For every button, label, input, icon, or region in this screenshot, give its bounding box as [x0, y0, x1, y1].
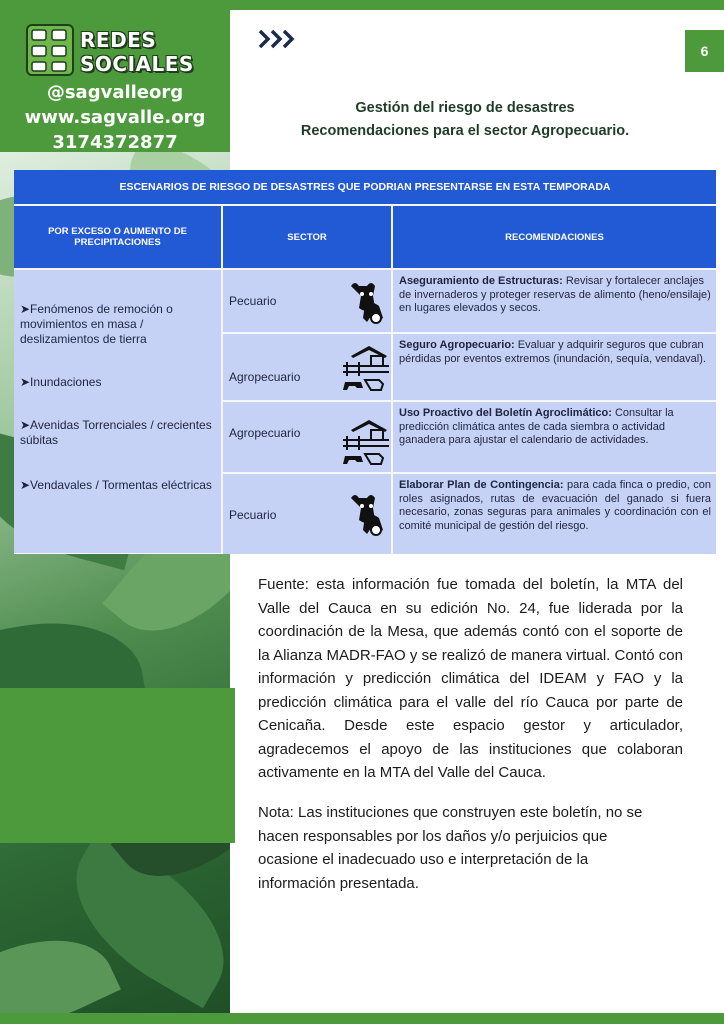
sector-label: Agropecuario [229, 426, 301, 440]
livestock-icon [347, 490, 387, 538]
recommendation-text [399, 339, 711, 366]
recommendation-body: para cada finca o predio, con roles asignados, rutas de evacuación del ganado si fuera necesario, zonas seguras para animales y coordinación con el comité municipal de gestión del riesgo. [399, 479, 711, 532]
recommendation-body: Revisar y fortalecer anclajes de invernaderos y proteger reservas de alimento (heno/ensilaje) en lugares elevados y secos. [399, 275, 711, 314]
recommendation-text [399, 407, 711, 448]
sector-label: Agropecuario [229, 370, 301, 384]
page-number: 6 [685, 30, 724, 72]
heading-line1: Gestión del riesgo de desastres [355, 100, 575, 116]
social-title-line2: SOCIALES [80, 52, 194, 76]
hazard-item: ➤Vendavales / Tormentas eléctricas [20, 478, 212, 492]
recommendation-title: Elaborar Plan de Contingencia: [399, 479, 564, 491]
social-phone: 3174372877 [52, 132, 178, 153]
chevrons-icon [258, 28, 298, 50]
note-paragraph: Nota: Las instituciones que construyen este boletín, no se hacen responsables por los daños y/o perjuicios que ocasione el inadecuado uso e interpretación de la información presentada. [258, 804, 643, 892]
social-website[interactable]: www.sagvalle.org [24, 107, 206, 128]
header-sector: SECTOR [223, 206, 391, 268]
sector-cell [223, 334, 391, 400]
recommendation-body: Consultar la predicción climática antes de cada siembra o actividad ganadera para ajustar el calendario de actividades. [399, 407, 674, 446]
recommendation-title: Seguro Agropecuario: [399, 339, 515, 351]
sector-label: Pecuario [229, 294, 277, 308]
recommendation-text [399, 275, 711, 316]
recommendation-text [399, 479, 711, 533]
risk-table [14, 170, 716, 554]
hazard-item: ➤Avenidas Torrenciales / crecientes súbitas [20, 418, 212, 447]
hazard-item: ➤Inundaciones [20, 375, 102, 389]
recommendation-cell [393, 334, 716, 400]
social-handle[interactable]: @sagvalleorg [46, 82, 184, 103]
sector-cell [223, 402, 391, 472]
farm-icon [341, 416, 391, 468]
recommendation-body: Evaluar y adquirir seguros que cubran pérdidas por eventos extremos (inundación, sequía, vendaval). [399, 339, 706, 365]
livestock-icon [347, 278, 387, 326]
hazard-item: ➤Fenómenos de remoción o movimientos en masa / deslizamientos de tierra [20, 302, 173, 346]
heading-line2: Recomendaciones para el sector Agropecuario. [300, 123, 630, 139]
top-green-strip [0, 0, 724, 10]
sector-label: Pecuario [229, 508, 277, 522]
header-recommendations: RECOMENDACIONES [393, 206, 716, 268]
sector-cell [223, 270, 391, 332]
recommendation-cell [393, 270, 716, 332]
green-side-block [0, 688, 235, 843]
recommendation-cell [393, 402, 716, 472]
source-paragraph: Fuente: esta información fue tomada del boletín, la MTA del Valle del Cauca en su edición No. 24, fue liderada por la coordinación de la Mesa, que además contó con el soporte de la Alianza MADR-FAO y se realizó de manera virtual. Contó con información y predicción climática del IDEAM y FAO y la predicción climática para el valle del río Cauca por parte de Cenicaña. Desde este espacio gestor y articulador, agradecemos el apoyo de las instituciones que colaboran activamente en la MTA del Valle del Cauca. [258, 576, 683, 781]
social-media-block [0, 10, 230, 152]
hazards-column [14, 270, 221, 553]
social-title-line1: REDES [80, 28, 157, 52]
header-precipitation: POR EXCESO O AUMENTO DE PRECIPITACIONES [14, 206, 221, 268]
sector-cell [223, 474, 391, 554]
social-network-icon [26, 24, 74, 76]
table-title: ESCENARIOS DE RIESGO DE DESASTRES QUE PODRIAN PRESENTARSE EN ESTA TEMPORADA [14, 170, 716, 204]
social-title [80, 28, 194, 76]
recommendation-title: Aseguramiento de Estructuras: [399, 275, 563, 287]
farm-icon [341, 342, 391, 394]
recommendation-cell [393, 474, 716, 554]
recommendation-title: Uso Proactivo del Boletín Agroclimático: [399, 407, 612, 419]
bottom-green-strip [0, 1013, 724, 1024]
